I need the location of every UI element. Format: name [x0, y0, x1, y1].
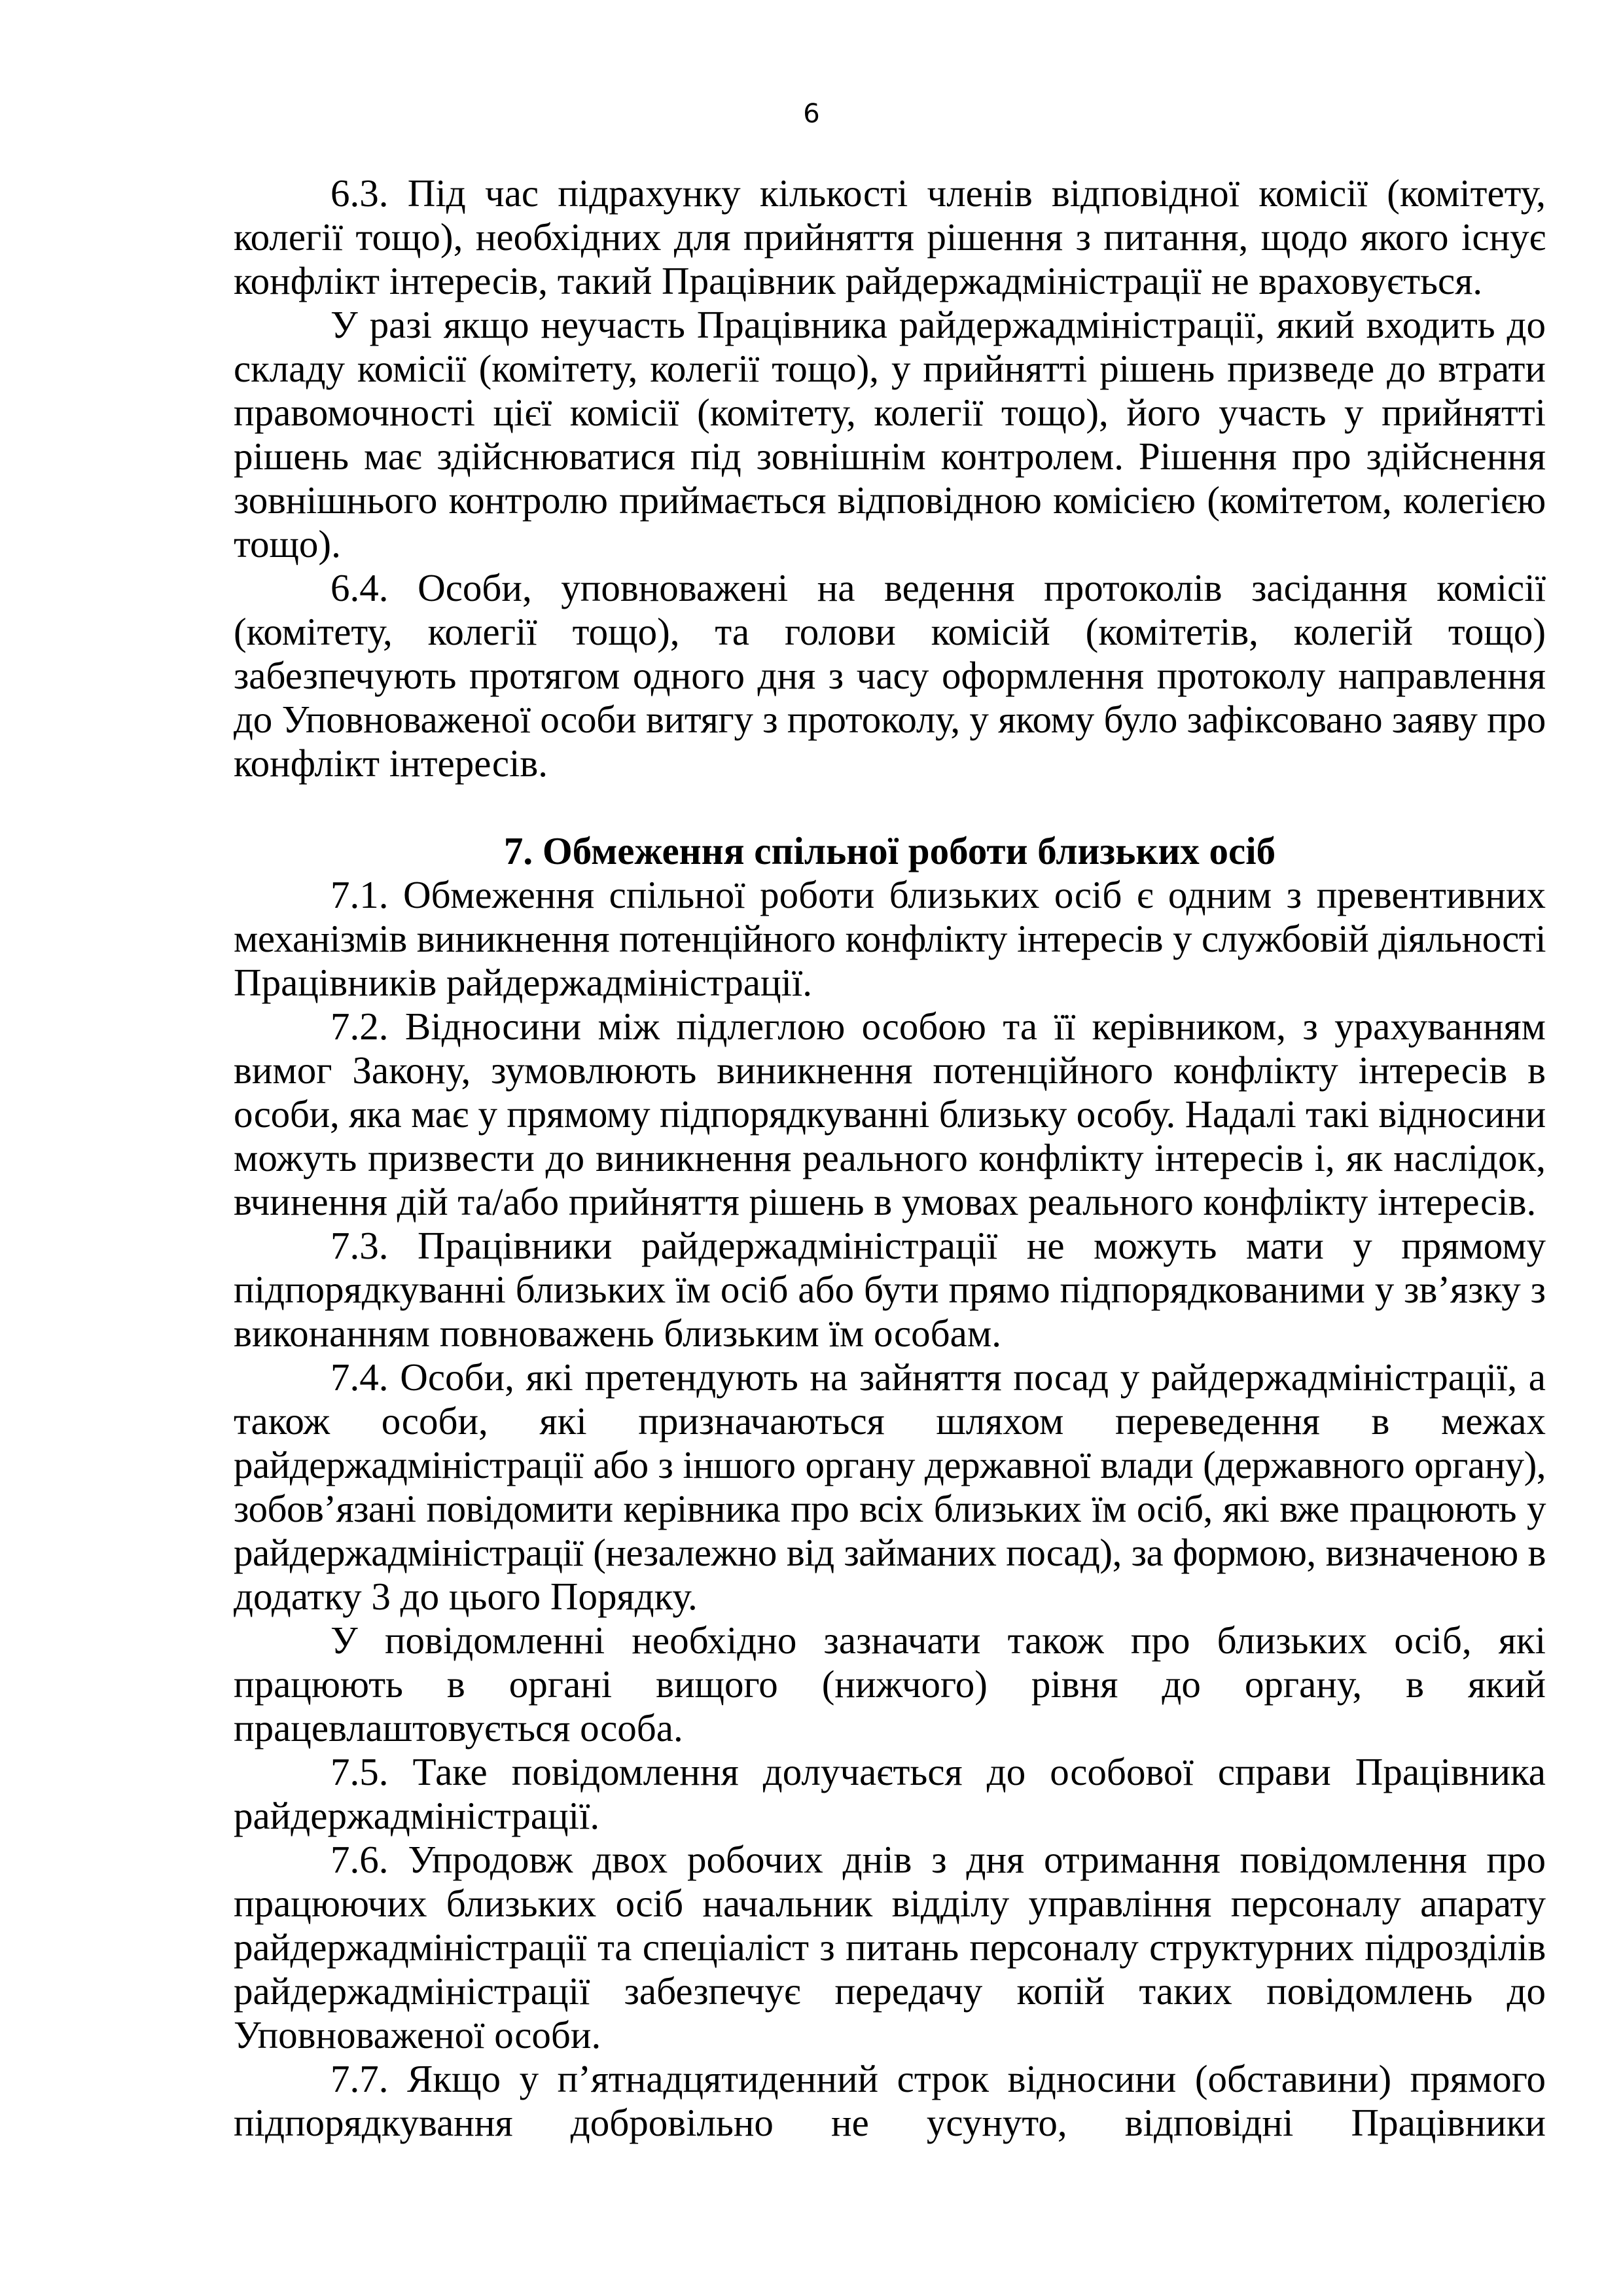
- text-line: райдержадміністрації (незалежно від займаних посад), за формою, визначеною в: [234, 1531, 1546, 1574]
- text-line: до Уповноваженої особи витягу з протоколу, у якому було зафіксовано заяву про: [234, 698, 1546, 741]
- text-line: підпорядкуванні близьких їм осіб або бути прямо підпорядкованими у зв’язку з: [234, 1268, 1546, 1311]
- text-line: виконанням повноважень близьким їм особам.: [234, 1312, 1001, 1355]
- text-line: особи, яка має у прямому підпорядкуванні близьку особу. Надалі такі відносини: [234, 1092, 1546, 1136]
- paragraph-7.4-cont: [234, 1619, 1546, 1750]
- paragraph-7.2: [234, 1005, 1546, 1224]
- text-line: райдержадміністрації або з іншого органу державної влади (державного органу),: [234, 1443, 1546, 1486]
- text-line: підпорядкування добровільно не усунуто, відповідні Працівники: [234, 2101, 1546, 2144]
- text-line: 7.6. Упродовж двох робочих днів з дня отримання повідомлення про: [330, 1838, 1546, 1881]
- text-line: забезпечують протягом одного дня з часу оформлення протоколу направлення: [234, 654, 1546, 697]
- blank-line: [234, 785, 1546, 829]
- text-line: працюють в органі вищого (нижчого) рівня до органу, в який: [234, 1662, 1546, 1706]
- text-line: конфлікт інтересів, такий Працівник райдержадміністрації не враховується.: [234, 259, 1483, 302]
- text-line: райдержадміністрації забезпечує передачу копій таких повідомлень до: [234, 1969, 1546, 2013]
- text-line: також особи, які призначаються шляхом переведення в межах: [234, 1399, 1546, 1443]
- text-line: У разі якщо неучасть Працівника райдержадміністрації, який входить до: [330, 303, 1546, 346]
- section-heading: 7. Обмеження спільної роботи близьких осіб: [503, 829, 1276, 872]
- text-line: 7.5. Таке повідомлення долучається до особової справи Працівника: [330, 1750, 1546, 1793]
- text-line: 7.4. Особи, які претендують на зайняття посад у райдержадміністрації, а: [330, 1355, 1546, 1399]
- paragraph-6.3-cont: [234, 303, 1546, 566]
- text-line: правомочності цієї комісії (комітету, колегії тощо), його участь у прийнятті: [234, 391, 1546, 434]
- text-line: додатку 3 до цього Порядку.: [234, 1575, 698, 1618]
- text-line: 7.2. Відносини між підлеглою особою та її керівником, з урахуванням: [330, 1005, 1546, 1048]
- text-line: 7.1. Обмеження спільної роботи близьких осіб є одним з превентивних: [330, 873, 1546, 916]
- paragraph-6.3: [234, 171, 1546, 303]
- text-line: можуть призвести до виникнення реального конфлікту інтересів і, як наслідок,: [234, 1136, 1546, 1179]
- paragraph-7.7: [234, 2057, 1546, 2145]
- text-line: 6.3. Під час підрахунку кількості членів відповідної комісії (комітету,: [330, 171, 1546, 215]
- text-line: Працівників райдержадміністрації.: [234, 961, 813, 1004]
- text-line: зовнішнього контролю приймається відповідною комісією (комітетом, колегією: [234, 478, 1546, 522]
- text-line: зобов’язані повідомити керівника про всіх близьких їм осіб, які вже працюють у: [234, 1487, 1546, 1530]
- paragraph-7.6: [234, 1838, 1546, 2057]
- text-line: вимог Закону, зумовлюють виникнення потенційного конфлікту інтересів в: [234, 1049, 1546, 1092]
- text-line: рішень має здійснюватися під зовнішнім контролем. Рішення про здійснення: [234, 435, 1546, 478]
- text-line: 7.7. Якщо у п’ятнадцятиденний строк відносини (обставини) прямого: [330, 2057, 1546, 2100]
- paragraph-7.4: [234, 1355, 1546, 1619]
- document-body: [234, 171, 1546, 2145]
- page-number: 6: [803, 99, 820, 129]
- text-line: райдержадміністрації та спеціаліст з питань персоналу структурних підрозділів: [234, 1926, 1546, 1969]
- section-6-paragraphs: [234, 171, 1546, 785]
- text-line: колегії тощо), необхідних для прийняття рішення з питання, щодо якого існує: [234, 215, 1546, 259]
- text-line: тощо).: [234, 522, 341, 565]
- section-7-paragraphs: [234, 873, 1546, 2145]
- text-line: 6.4. Особи, уповноважені на ведення протоколів засідання комісії: [330, 566, 1546, 609]
- text-line: складу комісії (комітету, колегії тощо), у прийнятті рішень призведе до втрати: [234, 347, 1546, 390]
- text-line: 7.3. Працівники райдержадміністрації не можуть мати у прямому: [330, 1224, 1546, 1267]
- paragraph-7.1: [234, 873, 1546, 1005]
- text-line: (комітету, колегії тощо), та голови комісій (комітетів, колегій тощо): [234, 610, 1546, 653]
- text-line: механізмів виникнення потенційного конфлікту інтересів у службовій діяльності: [234, 917, 1546, 960]
- text-line: конфлікт інтересів.: [234, 742, 548, 785]
- text-line: вчинення дій та/або прийняття рішень в умовах реального конфлікту інтересів.: [234, 1180, 1537, 1223]
- text-line: працевлаштовується особа.: [234, 1706, 683, 1749]
- paragraph-6.4: [234, 566, 1546, 785]
- text-line: У повідомленні необхідно зазначати також про близьких осіб, які: [330, 1619, 1546, 1662]
- text-line: працюючих близьких осіб начальник відділу управління персоналу апарату: [234, 1882, 1546, 1925]
- text-line: Уповноваженої особи.: [234, 2013, 601, 2056]
- paragraph-7.3: [234, 1224, 1546, 1355]
- paragraph-7.5: [234, 1750, 1546, 1838]
- text-line: райдержадміністрації.: [234, 1794, 600, 1837]
